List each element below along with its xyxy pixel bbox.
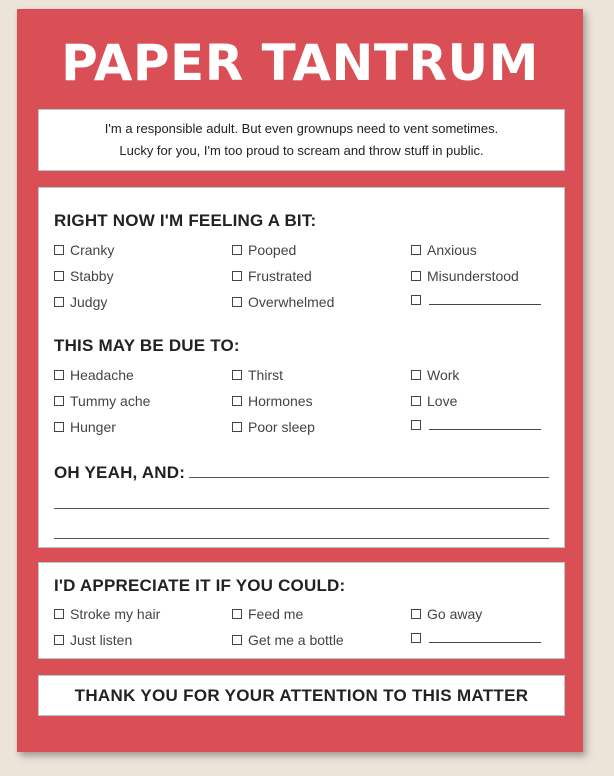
checkbox[interactable] bbox=[232, 245, 242, 255]
feeling-option-blank[interactable] bbox=[411, 294, 541, 305]
checkbox[interactable] bbox=[411, 245, 421, 255]
appreciate-option-blank[interactable] bbox=[411, 632, 541, 643]
due-option[interactable]: Thirst bbox=[232, 367, 283, 383]
due-option[interactable]: Love bbox=[411, 393, 457, 409]
checkbox[interactable] bbox=[54, 609, 64, 619]
feeling-option[interactable]: Overwhelmed bbox=[232, 294, 334, 310]
checkbox[interactable] bbox=[54, 422, 64, 432]
due-heading: THIS MAY BE DUE TO: bbox=[54, 336, 240, 355]
checkbox[interactable] bbox=[411, 295, 421, 305]
due-option-blank[interactable] bbox=[411, 419, 541, 430]
due-option[interactable]: Work bbox=[411, 367, 459, 383]
checkbox[interactable] bbox=[411, 633, 421, 643]
due-option[interactable]: Hormones bbox=[232, 393, 313, 409]
note-line[interactable] bbox=[54, 508, 549, 509]
appreciate-box bbox=[38, 562, 565, 659]
oh-yeah-line[interactable] bbox=[189, 477, 549, 478]
checkbox[interactable] bbox=[232, 396, 242, 406]
page-title: PAPER TANTRUM bbox=[61, 34, 539, 92]
checkbox[interactable] bbox=[232, 635, 242, 645]
checkbox[interactable] bbox=[54, 370, 64, 380]
due-option[interactable]: Hunger bbox=[54, 419, 116, 435]
checkbox[interactable] bbox=[232, 422, 242, 432]
feeling-option[interactable]: Judgy bbox=[54, 294, 107, 310]
intro-line-2: Lucky for you, I'm too proud to scream and throw stuff in public. bbox=[119, 143, 484, 158]
fill-in-line[interactable] bbox=[429, 632, 541, 643]
appreciate-option[interactable]: Just listen bbox=[54, 632, 132, 648]
due-option[interactable]: Headache bbox=[54, 367, 134, 383]
checkbox[interactable] bbox=[54, 635, 64, 645]
appreciate-option[interactable]: Feed me bbox=[232, 606, 303, 622]
checkbox[interactable] bbox=[411, 370, 421, 380]
feeling-option[interactable]: Pooped bbox=[232, 242, 296, 258]
checkbox[interactable] bbox=[232, 370, 242, 380]
note-line[interactable] bbox=[54, 538, 549, 539]
checkbox[interactable] bbox=[54, 271, 64, 281]
checkbox[interactable] bbox=[232, 271, 242, 281]
appreciate-option[interactable]: Stroke my hair bbox=[54, 606, 160, 622]
feeling-option[interactable]: Misunderstood bbox=[411, 268, 519, 284]
notepad bbox=[17, 9, 583, 752]
feeling-option[interactable]: Cranky bbox=[54, 242, 114, 258]
oh-yeah-heading: OH YEAH, AND: bbox=[54, 463, 186, 482]
fill-in-line[interactable] bbox=[429, 294, 541, 305]
due-option[interactable]: Poor sleep bbox=[232, 419, 315, 435]
fill-in-line[interactable] bbox=[429, 419, 541, 430]
checkbox[interactable] bbox=[232, 297, 242, 307]
checkbox[interactable] bbox=[411, 420, 421, 430]
feeling-option[interactable]: Stabby bbox=[54, 268, 114, 284]
appreciate-option[interactable]: Get me a bottle bbox=[232, 632, 344, 648]
checkbox[interactable] bbox=[411, 609, 421, 619]
checkbox[interactable] bbox=[411, 396, 421, 406]
checkbox[interactable] bbox=[232, 609, 242, 619]
checkbox[interactable] bbox=[54, 297, 64, 307]
due-option[interactable]: Tummy ache bbox=[54, 393, 150, 409]
checklist-box bbox=[38, 187, 565, 548]
intro-line-1: I'm a responsible adult. But even grownups need to vent sometimes. bbox=[104, 121, 499, 136]
feeling-option[interactable]: Anxious bbox=[411, 242, 477, 258]
feeling-heading: RIGHT NOW I'M FEELING A BIT: bbox=[54, 211, 317, 230]
checkbox[interactable] bbox=[54, 245, 64, 255]
feeling-option[interactable]: Frustrated bbox=[232, 268, 312, 284]
intro-box bbox=[38, 109, 565, 171]
checkbox[interactable] bbox=[54, 396, 64, 406]
appreciate-option[interactable]: Go away bbox=[411, 606, 482, 622]
checkbox[interactable] bbox=[411, 271, 421, 281]
appreciate-heading: I'D APPRECIATE IT IF YOU COULD: bbox=[54, 576, 346, 595]
thanks-banner: THANK YOU FOR YOUR ATTENTION TO THIS MATTER bbox=[38, 675, 565, 716]
